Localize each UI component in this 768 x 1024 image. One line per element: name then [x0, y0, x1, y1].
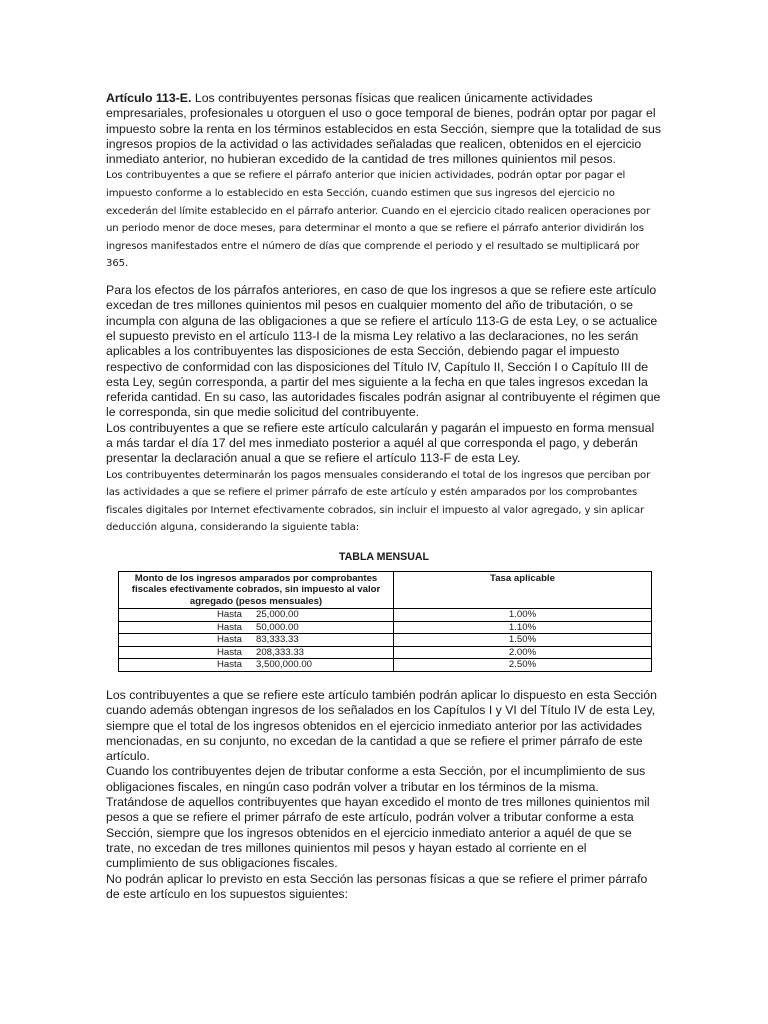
- row-rate: 1.50%: [394, 634, 652, 647]
- paragraph-table-intro: Los contribuyentes determinarán los pagos mensuales considerando el total de los ingresos que perciban por las actividades a que se refiere el primer párrafo de este artículo y estén amparados por los comprobantes fiscales digitales por Internet efectivamente cobrados, sin incluir el impuesto al valor agregado, y sin aplicar deducción alguna, considerando la siguiente tabla:: [106, 469, 651, 534]
- amount-cell: [119, 646, 394, 659]
- row-rate: 2.00%: [394, 646, 652, 659]
- paragraph-exclusions: No podrán aplicar lo previsto en esta Sección las personas físicas a que se refiere el primer párrafo de este artículo en los supuestos siguientes:: [106, 871, 648, 901]
- table-header-row: [119, 571, 652, 609]
- paragraph-stop-taxing: Cuando los contribuyentes dejen de tributar conforme a esta Sección, por el incumplimiento de sus obligaciones fiscales, en ningún caso podrán volver a tributar en los términos de la misma.: [106, 764, 646, 794]
- row-label: Hasta: [216, 609, 242, 621]
- table-title: TABLA MENSUAL: [338, 550, 430, 563]
- row-label: Hasta: [216, 659, 242, 671]
- row-rate: 1.10%: [394, 621, 652, 634]
- amount-cell: [119, 634, 394, 647]
- amount-cell: [119, 621, 394, 634]
- article-intro-text: Los contribuyentes personas físicas que realicen únicamente actividades empresariales, profesionales u otorguen el uso o goce temporal de bienes, podrán optar por pagar el impuesto sobre la renta en los términos establecidos en esta Sección, siempre que la totalidad de sus ingresos propios de la actividad o las actividades señaladas que realicen, obtenidos en el ejercicio inmediato anterior, no hubieran excedido de la cantidad de tres millones quinientos mil pesos.: [106, 91, 662, 167]
- row-amount: 3,500,000.00: [256, 659, 313, 671]
- table-row: [119, 646, 652, 659]
- row-rate: 1.00%: [394, 609, 652, 622]
- row-amount: 208,333.33: [256, 646, 305, 658]
- paragraph-exceeding-income: Para los efectos de los párrafos anteriores, en caso de que los ingresos a que se refiere este artículo excedan de tres millones quinientos mil pesos en cualquier momento del año de tributación, o se incumpla con alguna de las obligaciones a que se refiere el artículo 113-G de esta Ley, o se actualice el supuesto previsto en el artículo 113-I de la misma Ley relativo a las declaraciones, no les serán aplicables a los contribuyentes las disposiciones de esta Sección, debiendo pagar el impuesto respectivo de conformidad con las disposiciones del Título IV, Capítulo II, Sección I o Capítulo III de esta Ley, según corresponda, a partir del mes siguiente a la fecha en que tales ingresos excedan la referida cantidad. En su caso, las autoridades fiscales podrán asignar al contribuyente el régimen que le corresponda, sin que medie solicitud del contribuyente.: [106, 283, 661, 420]
- rates-table: [118, 571, 652, 672]
- table-row: [119, 609, 652, 622]
- table-row: [119, 621, 652, 634]
- article-heading: Artículo 113-E.: [106, 91, 192, 105]
- paragraph-return-to-regime: Tratándose de aquellos contribuyentes que hayan excedido el monto de tres millones quinientos mil pesos a que se refiere el primer párrafo de este artículo, podrán volver a tributar conforme a esta Sección, siempre que los ingresos obtenidos en el ejercicio inmediato anterior a aquél de que se trate, no excedan de tres millones quinientos mil pesos y hayan estado al corriente en el cumplimiento de sus obligaciones fiscales.: [106, 795, 650, 871]
- row-label: Hasta: [216, 646, 242, 658]
- row-label: Hasta: [216, 634, 242, 646]
- row-label: Hasta: [216, 621, 242, 633]
- document-page: [106, 91, 662, 902]
- paragraph-monthly-payment: Los contribuyentes a que se refiere este artículo calcularán y pagarán el impuesto en forma mensual a más tardar el día 17 del mes inmediato posterior a aquél al que corresponda el pago, y deberán presentar la declaración anual a que se refiere el artículo 113-F de esta Ley.: [106, 420, 655, 466]
- paragraph-new-activities: Los contribuyentes a que se refiere el párrafo anterior que inicien actividades, podrán optar por pagar el impuesto conforme a lo establecido en esta Sección, cuando estimen que sus ingresos del ejercicio no excederán del límite establecido en el párrafo anterior. Cuando en el ejercicio citado realicen operaciones por un periodo menor de doce meses, para determinar el monto a que se refiere el párrafo anterior dividirán los ingresos manifestados entre el número de días que comprende el periodo y el resultado se multiplicará por 365.: [106, 170, 651, 270]
- header-rate: Tasa aplicable: [394, 571, 652, 609]
- row-amount: 25,000.00: [256, 609, 299, 621]
- article-first-paragraph: [106, 91, 662, 167]
- amount-cell: [119, 609, 394, 622]
- row-amount: 83,333.33: [256, 634, 299, 646]
- amount-cell: [119, 659, 394, 672]
- row-rate: 2.50%: [394, 659, 652, 672]
- row-amount: 50,000.00: [256, 621, 299, 633]
- header-amount: Monto de los ingresos amparados por comprobantes fiscales efectivamente cobrados, sin impuesto al valor agregado (pesos mensuales): [119, 571, 394, 609]
- table-row: [119, 659, 652, 672]
- paragraph-other-income: Los contribuyentes a que se refiere este artículo también podrán aplicar lo dispuesto en esta Sección cuando además obtengan ingresos de los señalados en los Capítulos I y VI del Título IV de esta Ley, siempre que el total de los ingresos obtenidos en el ejercicio inmediato anterior por las actividades mencionadas, en su conjunto, no excedan de la cantidad a que se refiere el primer párrafo de este artículo.: [106, 687, 657, 764]
- table-row: [119, 634, 652, 647]
